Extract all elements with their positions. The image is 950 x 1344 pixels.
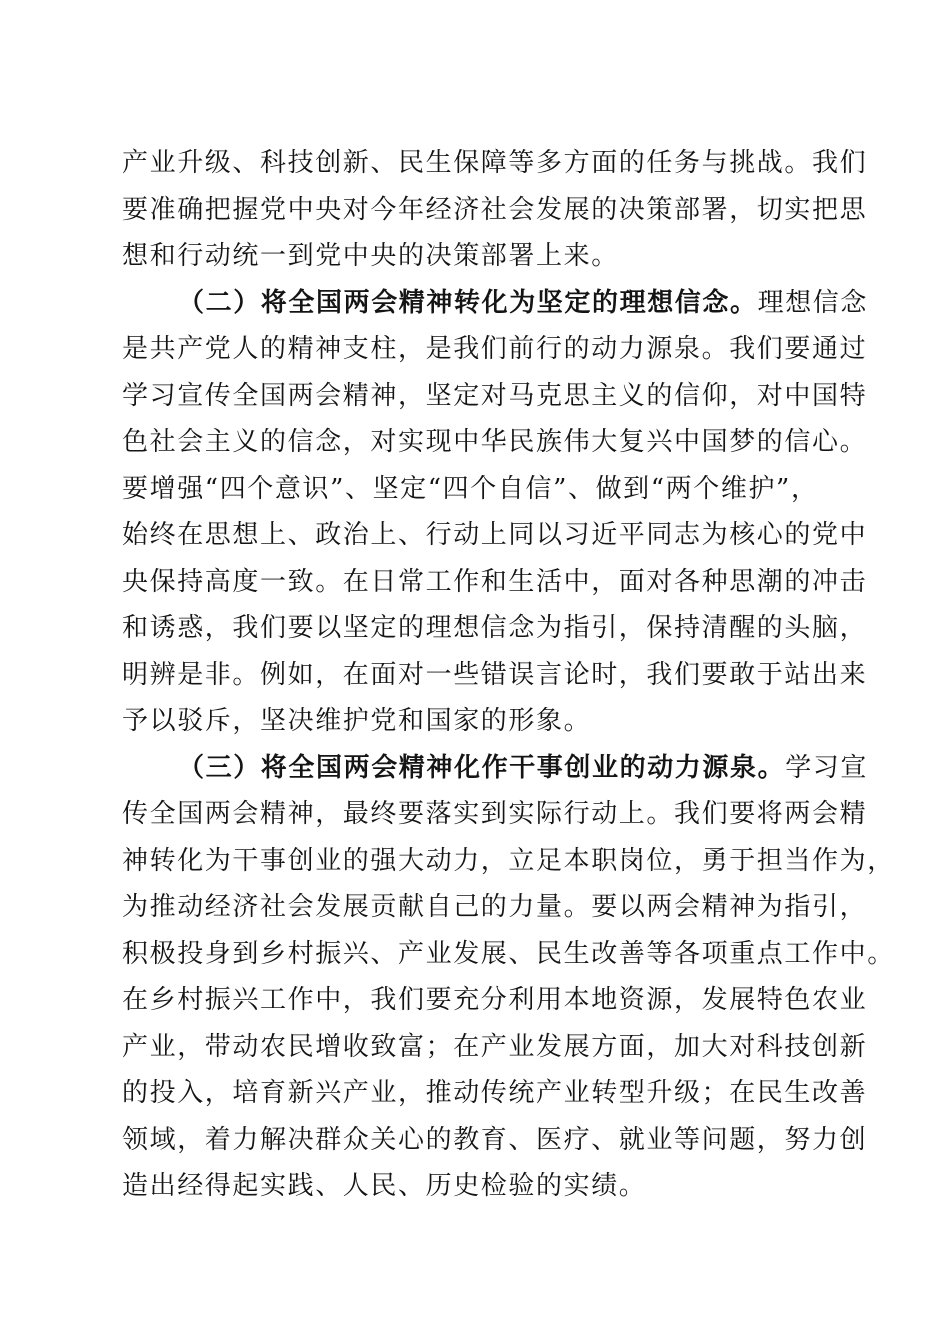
paragraph-1 — [122, 140, 868, 280]
document-body — [122, 140, 895, 1210]
paragraph-line: 学习宣传全国两会精神，坚定对马克思主义的信仰，对中国特 — [122, 380, 868, 411]
paragraph-line: 色社会主义的信念，对实现中华民族伟大复兴中国梦的信心。 — [122, 427, 868, 457]
paragraph-line: 传全国两会精神，最终要落实到实际行动上。我们要将两会精 — [122, 799, 868, 829]
paragraph-line: 产业升级、科技创新、民生保障等多方面的任务与挑战。我们 — [122, 148, 868, 178]
paragraph-line: 领域，着力解决群众关心的教育、医疗、就业等问题，努力创 — [122, 1124, 868, 1155]
paragraph-line: 造出经得起实践、人民、历史检验的实绩。 — [122, 1171, 647, 1201]
paragraph-line: 明辨是非。例如，在面对一些错误言论时，我们要敢于站出来 — [122, 659, 868, 690]
paragraph-line: 想和行动统一到党中央的决策部署上来。 — [122, 241, 619, 271]
paragraph-line: 神转化为干事创业的强大动力，立足本职岗位，勇于担当作为， — [122, 845, 895, 876]
paragraph-line: 央保持高度一致。在日常工作和生活中，面对各种思潮的冲击 — [122, 566, 868, 597]
paragraph-line: 予以驳斥，坚决维护党和国家的形象。 — [122, 706, 592, 736]
paragraph-line: 为推动经济社会发展贡献自己的力量。要以两会精神为指引， — [122, 892, 868, 922]
paragraph-line: 在乡村振兴工作中，我们要充分利用本地资源，发展特色农业 — [122, 985, 868, 1015]
paragraph-line: 的投入，培育新兴产业，推动传统产业转型升级；在民生改善 — [122, 1078, 868, 1108]
paragraph-line: 始终在思想上、政治上、行动上同以习近平同志为核心的党中 — [122, 520, 868, 550]
paragraph-line: 积极投身到乡村振兴、产业发展、民生改善等各项重点工作中。 — [122, 938, 895, 969]
paragraph-first-line — [122, 745, 869, 792]
paragraph-first-line — [122, 280, 869, 327]
paragraph-text: 理想信念 — [757, 287, 869, 318]
paragraph-3 — [122, 745, 895, 1210]
section-heading-2: （二）将全国两会精神转化为坚定的理想信念。 — [178, 287, 758, 318]
paragraph-line: 产业，带动农民增收致富；在产业发展方面，加大对科技创新 — [122, 1031, 868, 1062]
paragraph-line: 是共产党人的精神支柱，是我们前行的动力源泉。我们要通过 — [122, 334, 868, 364]
paragraph-2 — [122, 280, 869, 745]
section-heading-3: （三）将全国两会精神化作干事创业的动力源泉。 — [178, 752, 786, 783]
paragraph-line: 和诱惑，我们要以坚定的理想信念为指引，保持清醒的头脑， — [122, 613, 868, 643]
paragraph-line: 要准确把握党中央对今年经济社会发展的决策部署，切实把思 — [122, 194, 868, 225]
paragraph-line: 要增强“四个意识”、坚定“四个自信”、做到“两个维护”， — [122, 473, 819, 504]
paragraph-text: 学习宣 — [785, 752, 869, 783]
